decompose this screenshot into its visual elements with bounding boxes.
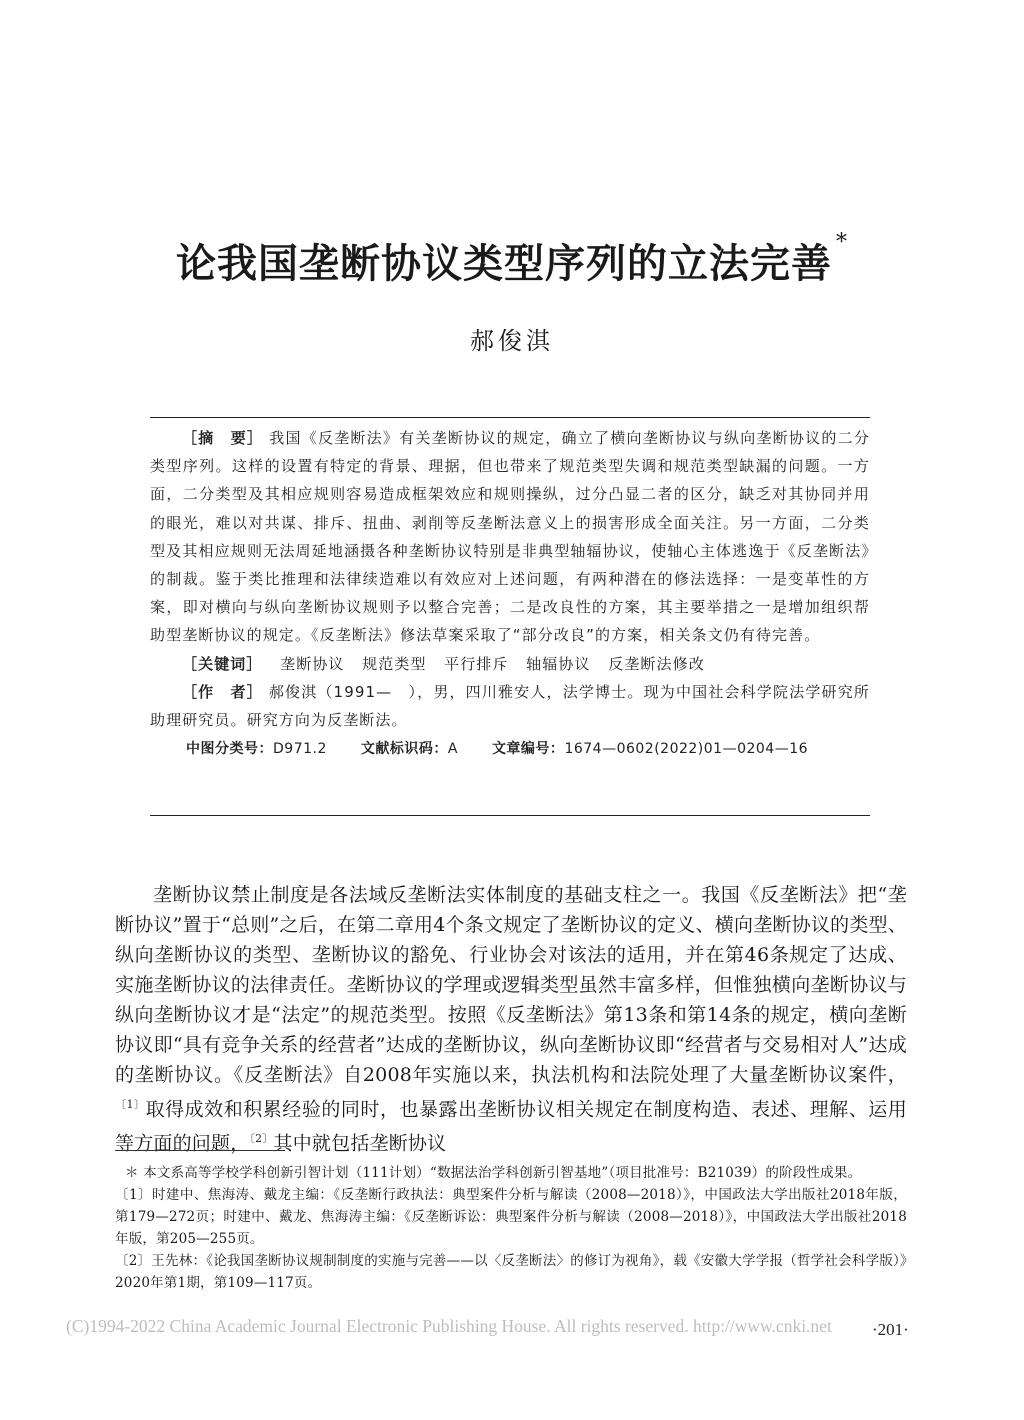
keyword: 垄断协议 xyxy=(280,654,345,673)
keyword: 规范类型 xyxy=(362,654,427,673)
body-text xyxy=(115,880,907,1159)
author-name: 郝俊淇 xyxy=(470,327,554,355)
doc-code-label: 文献标识码： xyxy=(360,741,448,758)
article-number-value: 1674—0602(2022)01—0204—16 xyxy=(564,741,809,758)
title-footnote-mark[interactable]: * xyxy=(836,230,848,255)
abstract-text: 我国《反垄断法》有关垄断协议的规定，确立了横向垄断协议与纵向垄断协议的二分类型序列。这样的设置有特定的背景、理据，但也带来了规范类型失调和规范类型缺漏的问题。一方面，二分类型及其相应规则容易造成框架效应和规则操纵，过分凸显二者的区分，缺乏对其协同并用的眼光，难以对共谋、排斥、扭曲、剥削等反垄断法意义上的损害形成全面关注。另一方面，二分类型及其相应规则无法周延地涵摄各种垄断协议特别是非典型轴辐协议，使轴心主体逃逸于《反垄断法》的制裁。鉴于类比推理和法律续造难以有效应对上述问题，有两种潜在的修法选择：一是变革性的方案，即对横向与纵向垄断协议规则予以整合完善；二是改良性的方案，其主要举措之一是增加组织帮助型垄断协议的规定。《反垄断法》修法草案采取了“部分改良”的方案，相关条文仍有待完善。 xyxy=(150,429,870,645)
footnote-ref-2[interactable]: 〔2〕 xyxy=(249,1132,274,1146)
article-title xyxy=(0,232,1024,289)
footnote-ref-1[interactable]: 〔1〕 xyxy=(115,1098,146,1111)
footnotes xyxy=(115,1162,907,1294)
abstract-paragraph xyxy=(150,424,870,650)
abstract-bottom-rule xyxy=(150,815,870,816)
author-info-text: 郝俊淇（1991— ），男，四川雅安人，法学博士。现为中国社会科学院法学研究所助理研究员。研究方向为反垄断法。 xyxy=(150,682,870,730)
keyword: 反垄断法修改 xyxy=(608,654,705,673)
abstract-label: ［摘 要］ xyxy=(182,429,264,447)
footnote-star: ＊ 本文系高等学校学科创新引智计划（111计划）“数据法治学科创新引智基地”（项目批准号：B21039）的阶段性成果。 xyxy=(125,1165,862,1181)
footnote-2: 〔2〕王先林：《论我国垄断协议规制制度的实施与完善——以〈反垄断法〉的修订为视角》，载《安徽大学学报（哲学社会科学版）》2020年第1期，第109—117页。 xyxy=(115,1253,907,1291)
body-text-run: 垄断协议禁止制度是各法域反垄断法实体制度的基础支柱之一。我国《反垄断法》把“垄断协议”置于“总则”之后，在第二章用4个条文规定了垄断协议的定义、横向垄断协议的类型、纵向垄断协议的类型、垄断协议的豁免、行业协会对该法的适用，并在第46条规定了达成、实施垄断协议的法律责任。垄断协议的学理或逻辑类型虽然丰富多样，但惟独横向垄断协议与纵向垄断协议才是“法定”的规范类型。按照《反垄断法》第13条和第14条的规定，横向垄断协议即“具有竞争关系的经营者”达成的垄断协议，纵向垄断协议即“经营者与交易相对人”达成的垄断协议。《反垄断法》自2008年实施以来，执法机构和法院处理了大量垄断协议案件， xyxy=(115,884,907,1086)
classification-line xyxy=(150,735,870,763)
footnote-1: 〔1〕时建中、焦海涛、戴龙主编：《反垄断行政执法：典型案件分析与解读（2008—2018）》，中国政法大学出版社2018年版，第179—272页；时建中、戴龙、焦海涛主编：《反垄断诉讼：典型案件分析与解读（2008—2018）》，中国政法大学出版社2018年版，第205—255页。 xyxy=(115,1187,907,1247)
keyword: 轴辐协议 xyxy=(526,654,591,673)
abstract-block xyxy=(150,424,870,763)
author-info-paragraph xyxy=(150,678,870,734)
keywords-label: ［关键词］ xyxy=(182,654,263,673)
abstract-top-rule xyxy=(150,417,870,418)
author-info-label: ［作 者］ xyxy=(182,682,263,701)
clc-label: 中图分类号： xyxy=(186,741,273,758)
keyword: 平行排斥 xyxy=(444,654,509,673)
keywords-line xyxy=(150,650,870,678)
page-number: ·201· xyxy=(872,1320,909,1339)
copyright-watermark: (C)1994-2022 China Academic Journal Electronic Publishing House. All rights reserved. http://www.cnki.net xyxy=(66,1316,832,1336)
body-text-run: 取得成效和积累经验的同时，也暴露出垄断协议相关规定在制度构造、表述、理解、运用等方面的问题， xyxy=(115,1098,907,1155)
clc-value: D971.2 xyxy=(273,741,327,758)
doc-code-value: A xyxy=(447,741,458,758)
title-text: 论我国垄断协议类型序列的立法完善 xyxy=(176,240,832,287)
body-paragraph xyxy=(115,880,907,1159)
article-number-label: 文章编号： xyxy=(491,741,565,758)
body-text-run: 其中就包括垄断协议 xyxy=(273,1132,447,1155)
footnote-separator xyxy=(115,1150,285,1151)
